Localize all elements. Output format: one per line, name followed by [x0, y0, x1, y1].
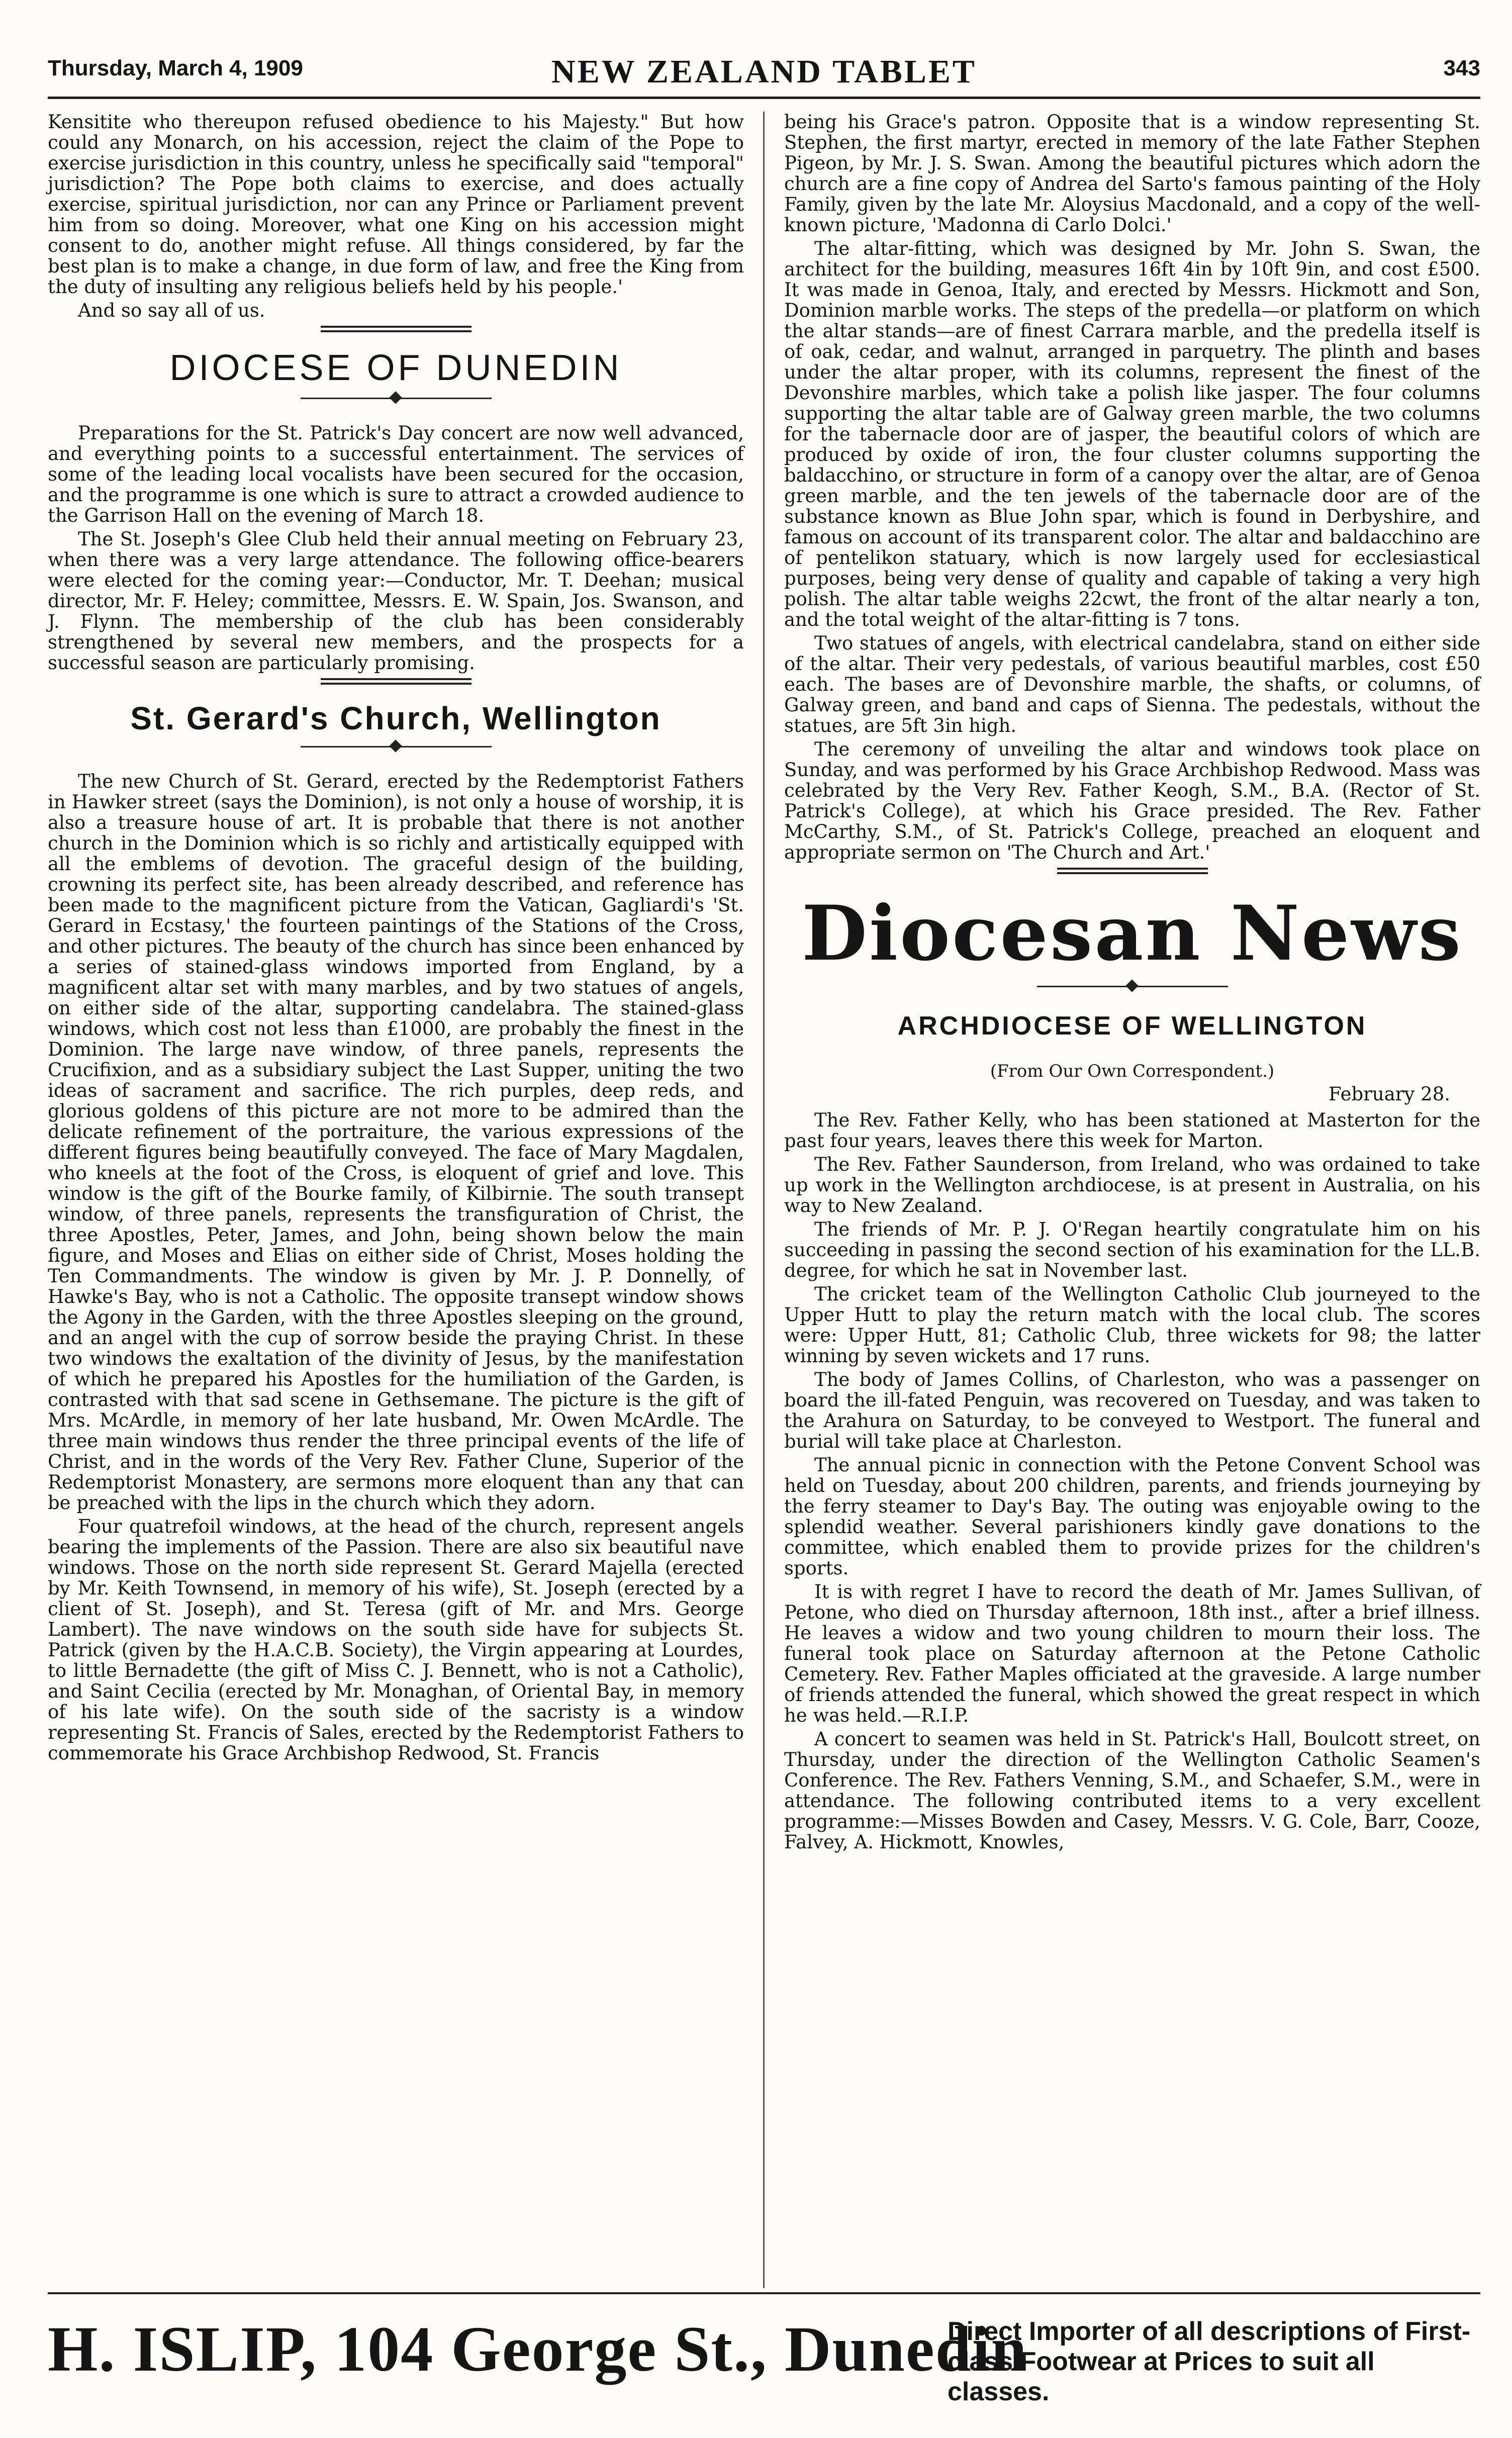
intro-article — [48, 112, 744, 321]
page-header — [48, 53, 1480, 93]
sub-heading: ARCHDIOCESE OF WELLINGTON — [897, 1011, 1367, 1041]
paragraph: Four quatrefoil windows, at the head of the church, represent angels bearing the implements of the Passion. There are also six beautiful nave windows. Those on the north side represent St. Gerard Majella (erected by Mr. Keith Townsend, in memory of his wife), St. Joseph (erected by a client of St. Joseph), and St. Teresa (gift of Mr. and Mrs. George Lambert). The nave windows on the south side have for subjects St. Patrick (given by the H.A.C.B. Society), the Virgin appearing at Lourdes, to little Bernadette (the gift of Miss C. J. Bennett, who is not a Catholic), and Saint Cecilia (erected by Mr. Monaghan, of Oriental Bay, in memory of his late wife). On the south side of the sacristy is a window representing St. Francis of Sales, erected by the Redemptorist Fathers to commemorate his Grace Archbishop Redwood, St. Francis — [48, 1516, 744, 1764]
masthead-title: NEW ZEALAND TABLET — [551, 53, 977, 90]
ornament-divider — [301, 740, 492, 753]
ornament-divider — [301, 392, 492, 405]
left-column — [48, 112, 744, 1766]
section-divider — [1057, 868, 1208, 874]
column-divider — [763, 112, 765, 2288]
gerard-section — [48, 700, 744, 1763]
right-column — [784, 112, 1480, 1855]
section-title: DIOCESE OF DUNEDIN — [169, 348, 622, 388]
section-title: St. Gerard's Church, Wellington — [130, 700, 662, 736]
paragraph: The ceremony of unveiling the altar and windows took place on Sunday, and was performed by his Grace Archbishop Redwood. Mass was celebrated by the Very Rev. Father Keogh, S.M., B.A. (Rector of St. Patrick's College), at which his Grace presided. The Rev. Father McCarthy, S.M., of St. Patrick's College, preached an eloquent and appropriate sermon on 'The Church and Art.' — [784, 738, 1480, 863]
section-title: Diocesan News — [802, 889, 1463, 978]
paragraph: The annual picnic in connection with the Petone Convent School was held on Tuesday, about 200 children, parents, and friends journeying by the ferry steamer to Day's Bay. The outing was enjoyable owing to the splendid weather. Several parishioners kindly gave donations to the committee, which enabled them to provide prizes for the children's sports. — [784, 1454, 1480, 1579]
advert-tagline: Direct Importer of all descriptions of First-class Footwear at Prices to suit all classes. — [948, 2317, 1471, 2406]
header-rule — [48, 97, 1480, 99]
paragraph: The altar-fitting, which was designed by Mr. John S. Swan, the architect for the building, measures 16ft 4in by 10ft 9in, and cost £500. It was made in Genoa, Italy, and erected by Messrs. Hickmott and Son, Dominion marble works. The steps of the predella—or platform on which the altar stands—are of finest Carrara marble, and the predella itself is of oak, cedar, and walnut, arranged in parquetry. The plinth and bases under the altar proper, with its columns, represent the finest of the Devonshire marbles, which take a polish like jasper. The four columns supporting the altar table are of Galway green marble, the two columns for the tabernacle door are of jasper, the beautiful colors of which are produced by oxide of iron, the four cluster columns supporting the baldacchino, or structure in form of a canopy over the altar, are of Genoa green marble, and the ten jewels of the tabernacle door are of the substance known as Blue John spar, which is found in Derbyshire, and famous on account of its transparent color. The altar and baldacchino are of pentelikon statuary, which is now largely used for ecclesiastical purposes, being very dense of quality and capable of taking a very high polish. The altar table weighs 22cwt, the front of the altar nearly a ton, and the total weight of the altar-fitting is 7 tons. — [784, 238, 1480, 630]
diocesan-news-section — [784, 889, 1480, 1852]
paragraph: Two statues of angels, with electrical candelabra, stand on either side of the altar. Their very pedestals, of various beautiful marbles, cost £50 each. The bases are of Devonshire marble, the shafts, or columns, of Galway green, and band and caps of Sienna. The pedestals, without the statues, are 5ft 3in high. — [784, 632, 1480, 736]
correspondent-note: (From Our Own Correspondent.) — [990, 1061, 1275, 1081]
page-number: 343 — [1443, 56, 1480, 80]
paragraph: The friends of Mr. P. J. O'Regan heartily congratulate him on his succeeding in passing the second section of his examination for the LL.B. degree, for which he sat in November last. — [784, 1218, 1480, 1281]
ornament-divider — [1037, 980, 1228, 993]
paragraph: Preparations for the St. Patrick's Day concert are now well advanced, and everything points to a successful entertainment. The services of some of the leading local vocalists have been secured for the occasion, and the programme is one which is sure to attract a crowded audience to the Garrison Hall on the evening of March 18. — [48, 422, 744, 526]
paragraph: The body of James Collins, of Charleston, who was a passenger on board the ill-fated Penguin, was recovered on Tuesday, and was taken to the Arahura on Saturday, to be conveyed to Westport. The funeral and burial will take place at Charleston. — [784, 1369, 1480, 1452]
dateline: February 28. — [1329, 1083, 1450, 1105]
paragraph: The Rev. Father Saunderson, from Ireland, who was ordained to take up work in the Wellington archdiocese, is at present in Australia, on his way to New Zealand. — [784, 1154, 1480, 1216]
paragraph: being his Grace's patron. Opposite that is a window representing St. Stephen, the first martyr, erected in memory of the late Father Stephen Pigeon, by Mr. J. S. Swan. Among the beautiful pictures which adorn the church are a fine copy of Andrea del Sarto's famous painting of the Holy Family, given by the late Mr. Aloysius Macdonald, and a copy of the well-known picture, 'Madonna di Carlo Dolci.' — [784, 111, 1480, 236]
paragraph: A concert to seamen was held in St. Patrick's Hall, Boulcott street, on Thursday, under the direction of the Wellington Catholic Seamen's Conference. The Rev. Fathers Venning, S.M., and Schaefer, S.M., were in attendance. The following contributed items to a very excellent programme:—Misses Bowden and Casey, Messrs. V. G. Cole, Barr, Cooze, Falvey, A. Hickmott, Knowles, — [784, 1728, 1480, 1853]
advert-name: H. ISLIP, 104 George St., Dunedin — [48, 2313, 1028, 2385]
paragraph: The Rev. Father Kelly, who has been stationed at Masterton for the past four years, leaves there this week for Marton. — [784, 1109, 1480, 1152]
paragraph: The St. Joseph's Glee Club held their annual meeting on February 23, when there was a very large attendance. The following office-bearers were elected for the coming year:—Conductor, Mr. T. Deehan; musical director, Mr. F. Heley; committee, Messrs. E. W. Spain, Jos. Swanson, and J. Flynn. The membership of the club has been considerably strengthened by several new members, and the prospects for a successful season are particularly promising. — [48, 528, 744, 674]
advert-rule — [48, 2292, 1480, 2294]
paragraph: It is with regret I have to record the death of Mr. James Sullivan, of Petone, who died on Thursday afternoon, 18th inst., after a brief illness. He leaves a widow and two young children to mourn their loss. The funeral took place on Saturday afternoon at the Petone Catholic Cemetery. Rev. Father Maples officiated at the graveside. A large number of friends attended the funeral, which showed the great respect in which he was held.—R.I.P. — [784, 1581, 1480, 1726]
dunedin-section — [48, 347, 744, 673]
gerard-continuation — [784, 112, 1480, 863]
advertisement — [48, 2307, 1480, 2406]
paragraph: And so say all of us. — [78, 300, 265, 321]
paragraph: Kensitite who thereupon refused obedience to his Majesty." But how could any Monarch, on his accession, reject the claim of the Pope to exercise jurisdiction in this country, unless he specifically said "temporal" jurisdiction? The Pope both claims to exercise, and does actually exercise, spiritual jurisdiction, nor can any Prince or Parliament prevent him from so doing. Moreover, what one King on his accession might consent to do, another might refuse. All things considered, by far the best plan is to make a change, in due form of law, and free the King from the duty of insulting any religious beliefs held by his people.' — [48, 111, 744, 298]
section-divider — [321, 678, 471, 685]
section-divider — [321, 326, 471, 332]
issue-date: Thursday, March 4, 1909 — [48, 56, 303, 80]
paragraph: The new Church of St. Gerard, erected by the Redemptorist Fathers in Hawker street (says the Dominion), is not only a house of worship, it is also a treasure house of art. It is probable that there is not another church in the Dominion which is so richly and artistically equipped with all the emblems of devotion. The graceful design of the building, crowning its perfect site, has been already described, and reference has been made to the magnificent picture from the Vatican, Gagliardi's 'St. Gerard in Ecstasy,' the fourteen paintings of the Stations of the Cross, and other pictures. The beauty of the church has since been enhanced by a series of stained-glass windows imported from England, by a magnificent altar set with many marbles, and by two statues of angels, on either side of the altar, supporting candelabra. The stained-glass windows, which cost not less than £1000, are probably the finest in the Dominion. The large nave window, of three panels, represents the Crucifixion, and as a subsidiary subject the Last Supper, uniting the two ideas of sacrament and sacrifice. The rich purples, deep reds, and glorious goldens of this picture are not more to be admired than the delicate refinement of the portraiture, the various expressions of the different figures being beautifully conveyed. The face of Mary Magdalen, who kneels at the foot of the Cross, is eloquent of grief and love. This window is the gift of the Bourke family, of Kilbirnie. The south transept window, of three panels, represents the transfiguration of Christ, the three Apostles, Peter, James, and John, being shown below the main figure, and Moses and Elias on either side of Christ, Moses holding the Ten Commandments. The window is given by Mr. J. P. Donnelly, of Hawke's Bay, who is not a Catholic. The opposite transept window shows the Agony in the Garden, with the three Apostles sleeping on the ground, and an angel with the cup of sorrow beside the praying Christ. In these two windows the exaltation of the divinity of Jesus, by the manifestation of which he prepared his Apostles for the humiliation of the Garden, is contrasted with that sad scene in Gethsemane. The picture is the gift of Mrs. McArdle, in memory of her late husband, Mr. Owen McArdle. The three main windows thus render the three principal events of the life of Christ, and in the words of the Very Rev. Father Clune, Superior of the Redemptorist Monastery, are sermons more eloquent than any that can be preached with the lips in the church which they adorn. — [48, 771, 744, 1514]
paragraph: The cricket team of the Wellington Catholic Club journeyed to the Upper Hutt to play the return match with the local club. The scores were: Upper Hutt, 81; Catholic Club, three wickets for 98; the latter winning by seven wickets and 17 runs. — [784, 1283, 1480, 1367]
